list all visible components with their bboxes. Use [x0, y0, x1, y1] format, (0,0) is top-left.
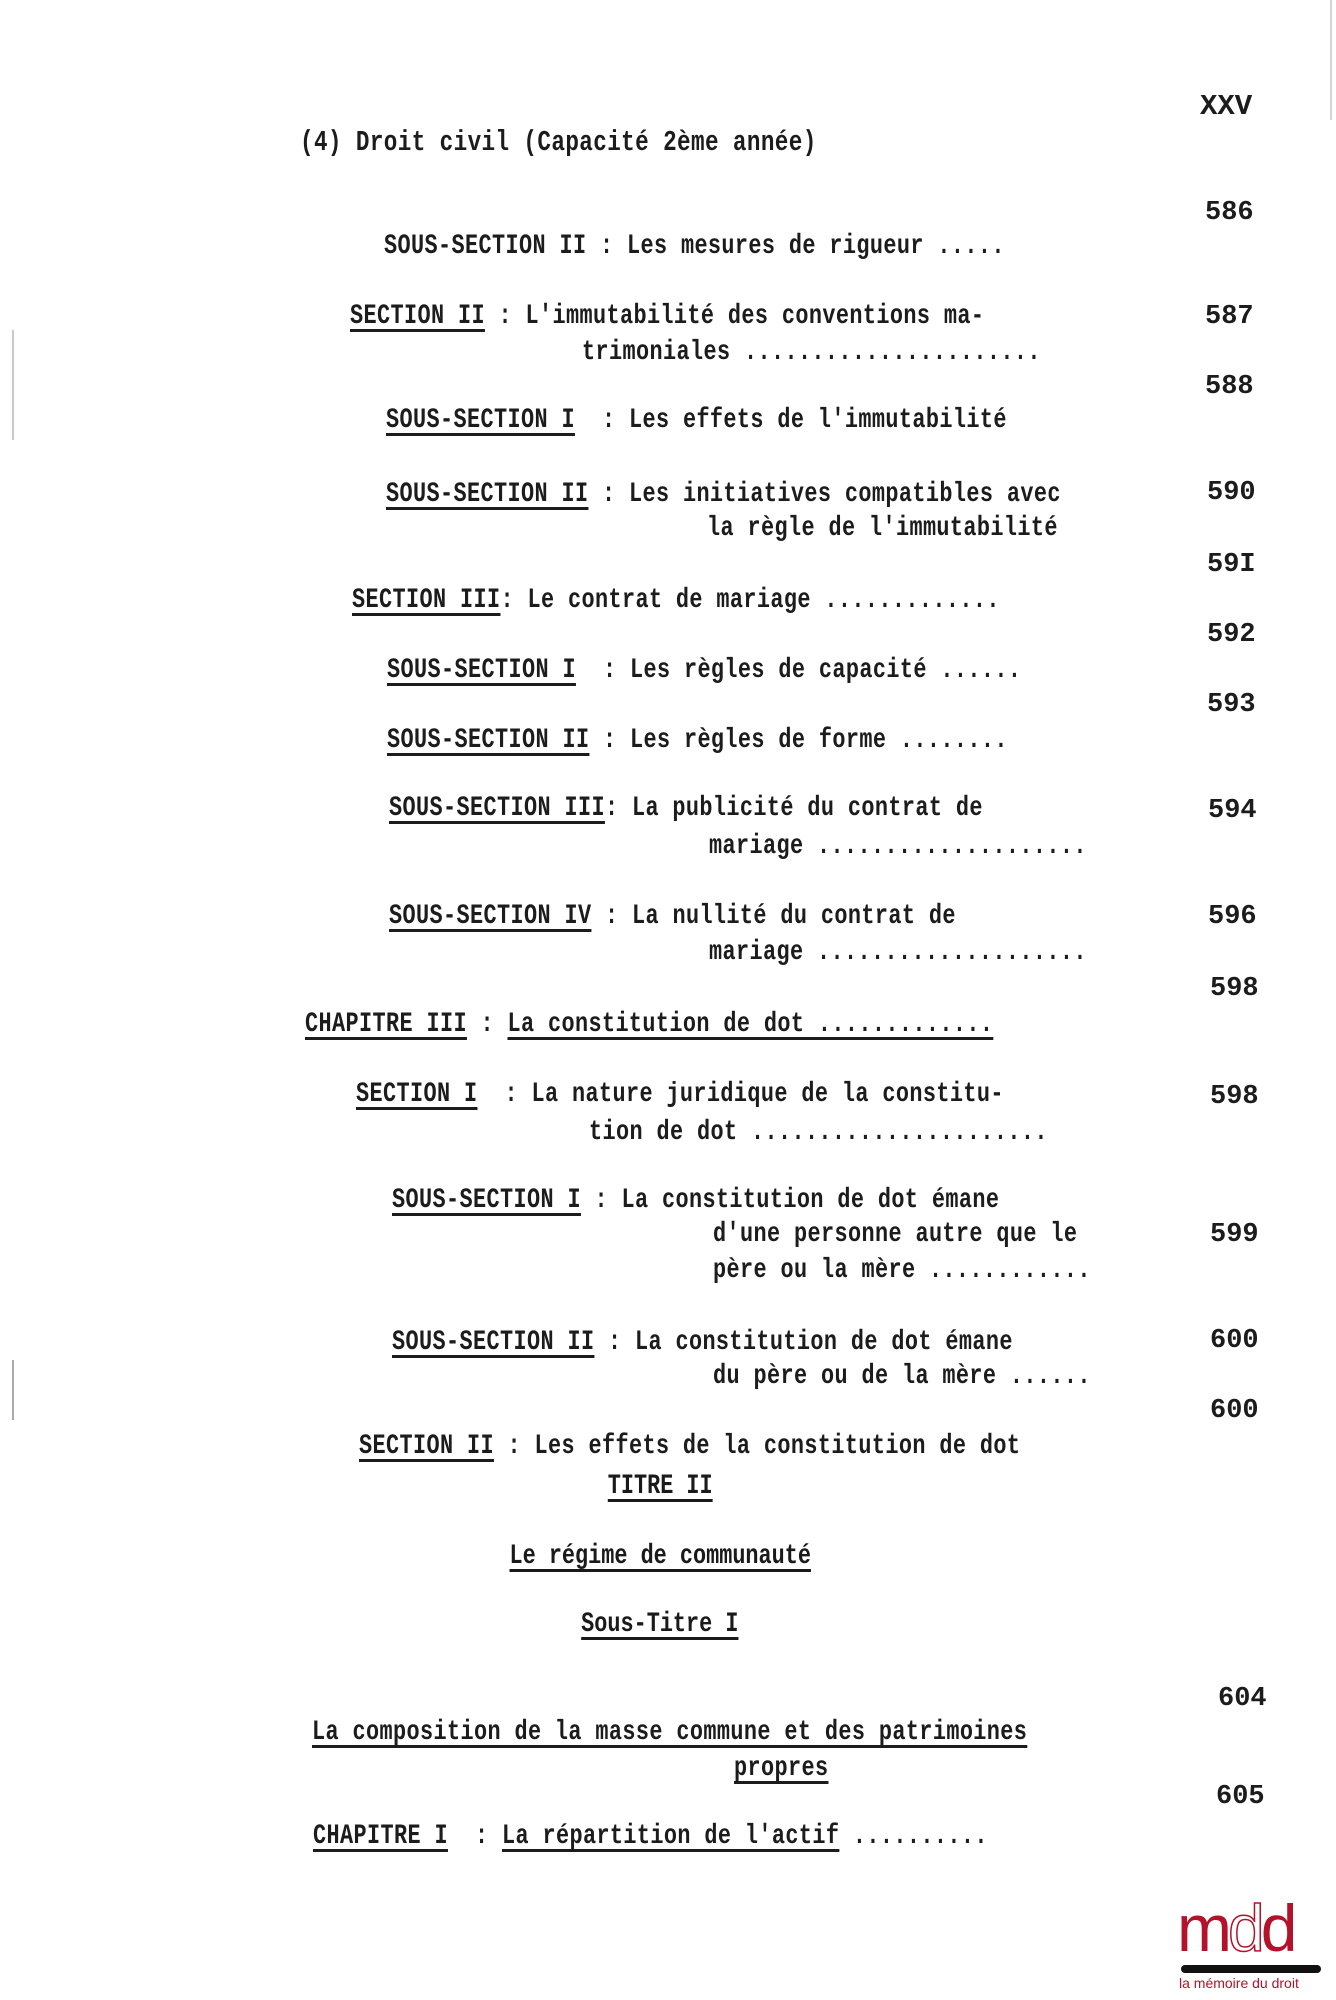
toc-separator: :: [602, 405, 616, 436]
toc-text: Les effets de l'immutabilité: [629, 405, 1008, 436]
mdd-logo: [1175, 1891, 1325, 1995]
toc-page: 598: [1210, 1082, 1259, 1112]
toc-text: La nullité du contrat de: [632, 901, 957, 932]
toc-separator: :: [605, 901, 619, 932]
toc-page: 587: [1205, 302, 1254, 332]
toc-page: 594: [1208, 796, 1257, 826]
scan-artifact: [12, 330, 14, 440]
toc-label: SECTION III: [352, 585, 501, 616]
toc-label: SOUS-SECTION I: [392, 1185, 582, 1216]
toc-page: 588: [1205, 372, 1254, 402]
toc-separator: :: [605, 793, 619, 824]
toc-text: La publicité du contrat de: [632, 793, 984, 824]
titre-subject-text: Le régime de communauté: [509, 1541, 811, 1572]
toc-page: 590: [1207, 478, 1256, 508]
toc-page: 592: [1207, 620, 1256, 650]
toc-text: trimoniales ......................: [582, 337, 1042, 368]
toc-label: SOUS-SECTION II: [384, 231, 587, 262]
toc-label: SOUS-SECTION II: [386, 479, 589, 510]
toc-label: SOUS-SECTION I: [387, 655, 577, 686]
toc-label: SECTION II: [359, 1431, 495, 1462]
logo-bar-divider: [1181, 1965, 1321, 1973]
toc-label: SOUS-SECTION I: [386, 405, 576, 436]
toc-text: L'immutabilité des conventions ma-: [525, 301, 985, 332]
toc-separator: :: [603, 725, 617, 756]
toc-separator: :: [608, 1327, 622, 1358]
sous-titre-text: Sous-Titre I: [581, 1609, 739, 1640]
logo-letter: m: [1177, 1891, 1228, 1965]
toc-separator: :: [602, 479, 616, 510]
toc-text: Les effets de la constitution de dot: [534, 1431, 1021, 1462]
toc-page: 586: [1205, 198, 1254, 228]
toc-separator: :: [603, 655, 617, 686]
sous-titre-subject-line2: propres: [734, 1753, 829, 1784]
toc-page: 604: [1218, 1684, 1267, 1714]
toc-label: SOUS-SECTION III: [389, 793, 606, 824]
toc-text: du père ou de la mère ......: [713, 1361, 1092, 1392]
toc-label: CHAPITRE III: [305, 1009, 468, 1040]
page-header-number: XXV: [1200, 90, 1253, 123]
logo-letter: d: [1260, 1891, 1294, 1965]
toc-text: La constitution de dot émane: [635, 1327, 1014, 1358]
toc-text: La répartition de l'actif: [502, 1821, 840, 1852]
toc-separator: :: [500, 585, 515, 616]
toc-text: d'une personne autre que le: [713, 1219, 1078, 1250]
toc-label: SECTION II: [350, 301, 486, 332]
page-header-title: [228, 92, 962, 194]
logo-letter: d: [1227, 1891, 1261, 1965]
toc-page: 596: [1208, 902, 1257, 932]
toc-label: SOUS-SECTION IV: [389, 901, 592, 932]
toc-label: SOUS-SECTION II: [392, 1327, 595, 1358]
header-title-text: (4) Droit civil (Capacité 2ème année): [299, 126, 817, 159]
toc-text: père ou la mère ............: [713, 1255, 1092, 1286]
toc-text: mariage ....................: [709, 831, 1088, 862]
toc-separator: :: [504, 1079, 519, 1110]
toc-separator: :: [498, 301, 513, 332]
toc-separator: :: [594, 1185, 609, 1216]
toc-text: Le contrat de mariage .............: [527, 585, 1001, 616]
toc-entry: [244, 1786, 1178, 1888]
toc-page: 593: [1207, 690, 1256, 720]
toc-label: CHAPITRE I: [313, 1821, 449, 1852]
toc-text: la règle de l'immutabilité: [707, 513, 1059, 544]
toc-text: Les règles de forme ........: [630, 725, 1009, 756]
sous-titre-subject-line1: La composition de la masse commune et des patrimoines: [312, 1717, 1028, 1748]
toc-text: tion de dot ......................: [589, 1117, 1049, 1148]
toc-separator: :: [480, 1009, 495, 1040]
logo-tagline: la mémoire du droit: [1179, 1975, 1299, 1991]
toc-dots: ..........: [853, 1821, 989, 1852]
toc-separator: :: [600, 231, 614, 262]
toc-text: Les mesures de rigueur .....: [627, 231, 1006, 262]
toc-page: 600: [1210, 1396, 1259, 1426]
toc-text: mariage ....................: [709, 937, 1088, 968]
titre-heading-text: TITRE II: [607, 1471, 713, 1502]
toc-separator: :: [475, 1821, 489, 1852]
scan-artifact: [1330, 0, 1332, 120]
titre-heading: [0, 1470, 1328, 1504]
toc-separator: :: [507, 1431, 522, 1462]
toc-text: La constitution de dot émane: [621, 1185, 1000, 1216]
toc-page: 599: [1210, 1220, 1259, 1250]
toc-page: 598: [1210, 974, 1259, 1004]
toc-text: Les règles de capacité ......: [630, 655, 1022, 686]
toc-page: 59I: [1207, 550, 1256, 580]
sous-titre-heading: [0, 1608, 1328, 1642]
toc-text: La constitution de dot .............: [507, 1009, 994, 1040]
toc-label: SECTION I: [356, 1079, 478, 1110]
toc-page: 600: [1210, 1326, 1259, 1356]
logo-wordmark: [1177, 1891, 1294, 1965]
titre-subject: [0, 1540, 1328, 1574]
toc-page: 605: [1216, 1782, 1265, 1812]
toc-text: Les initiatives compatibles avec: [629, 479, 1062, 510]
scan-artifact: [12, 1360, 14, 1420]
toc-label: SOUS-SECTION II: [387, 725, 590, 756]
toc-text: La nature juridique de la constitu-: [531, 1079, 1005, 1110]
